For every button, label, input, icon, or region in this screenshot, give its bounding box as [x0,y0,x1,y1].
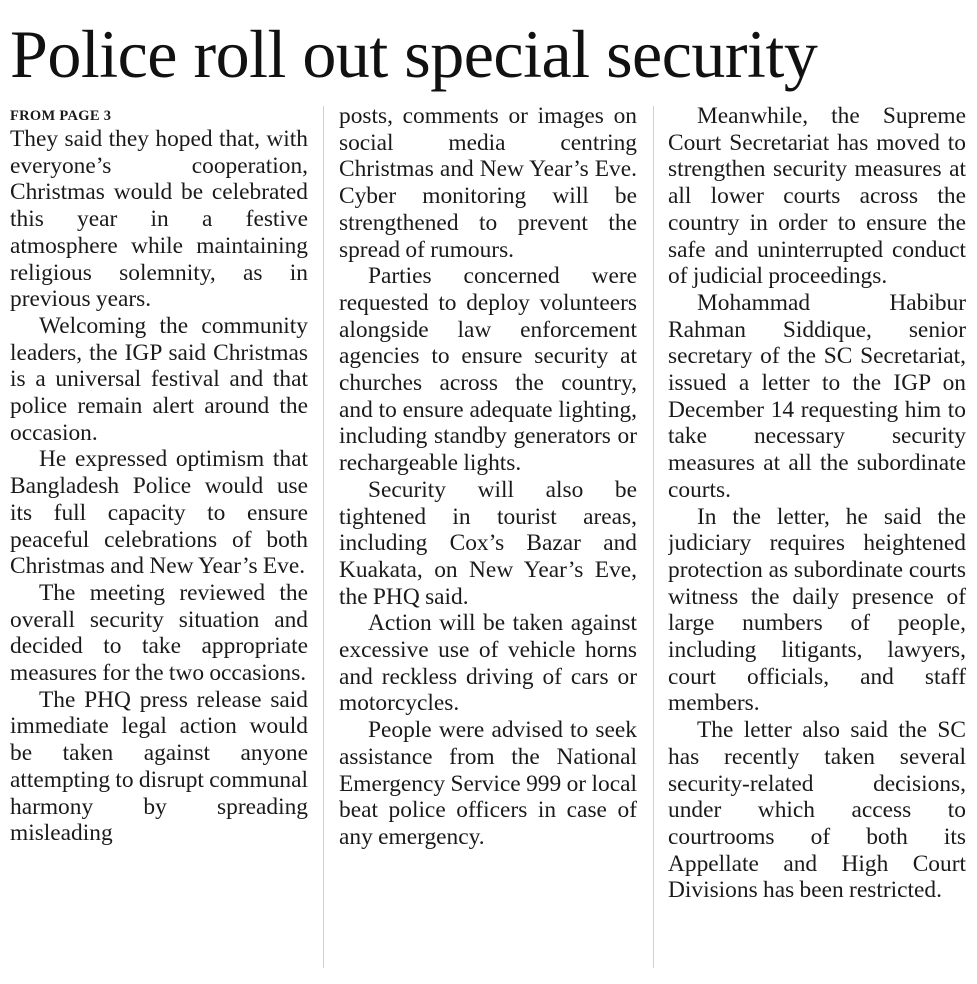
paragraph: Welcoming the community leaders, the IGP said Christmas is a universal festival and that police remain alert around the occasion. [10,312,308,446]
paragraph: The letter also said the SC has recently taken several security-related decisions, under which access to courtrooms of both its Appellate and High Court Divisions has been restricted. [668,717,966,904]
paragraph: They said they hoped that, with everyone’s cooperation, Christmas would be celebrated this year in a festive atmosphere while maintaining religious solemnity, as in previous years. [10,126,308,313]
paragraph: The meeting reviewed the overall security situation and decided to take appropriate measures for the two occasions. [10,579,308,687]
column-2 [339,106,637,976]
paragraph: In the letter, he said the judiciary requires heightened protection as subordinate courts witness the daily presence of large numbers of people, including litigants, lawyers, court officials, and staff members. [668,503,966,717]
paragraph: People were advised to seek assistance from the National Emergency Service 999 or local beat police officers in case of any emergency. [339,717,637,850]
paragraph: The PHQ press release said immediate legal action would be taken against anyone attempting to disrupt communal harmony by spreading misleading [10,686,308,847]
headline: Police roll out special security [10,16,818,92]
paragraph: He expressed optimism that Bangladesh Police would use its full capacity to ensure peaceful celebrations of both Christmas and New Year’s Eve. [10,446,308,580]
column-1 [10,106,308,976]
paragraph: Security will also be tightened in tourist areas, including Cox’s Bazar and Kuakata, on New Year’s Eve, the PHQ said. [339,476,637,610]
paragraph: Meanwhile, the Supreme Court Secretariat has moved to strengthen security measures at all lower courts across the country in order to ensure the safe and uninterrupted conduct of judicial proceedings. [668,106,966,290]
article-body [10,106,968,976]
paragraph: Action will be taken against excessive use of vehicle horns and reckless driving of cars or motorcycles. [339,610,637,717]
column-3 [668,106,966,976]
column-divider [653,106,654,968]
paragraph: Mohammad Habibur Rahman Siddique, senior secretary of the SC Secretariat, issued a letter to the IGP on December 14 requesting him to take necessary security measures at all the subordinate courts. [668,289,966,503]
paragraph: posts, comments or images on social media centring Christmas and New Year’s Eve. Cyber monitoring will be strengthened to prevent the spread of rumours. [339,106,637,263]
continuation-kicker: FROM PAGE 3 [10,108,112,124]
paragraph: Parties concerned were requested to deploy volunteers alongside law enforcement agencies to ensure security at churches across the country, and to ensure adequate lighting, including standby generators or rechargeable lights. [339,263,637,477]
column-divider [323,106,324,968]
